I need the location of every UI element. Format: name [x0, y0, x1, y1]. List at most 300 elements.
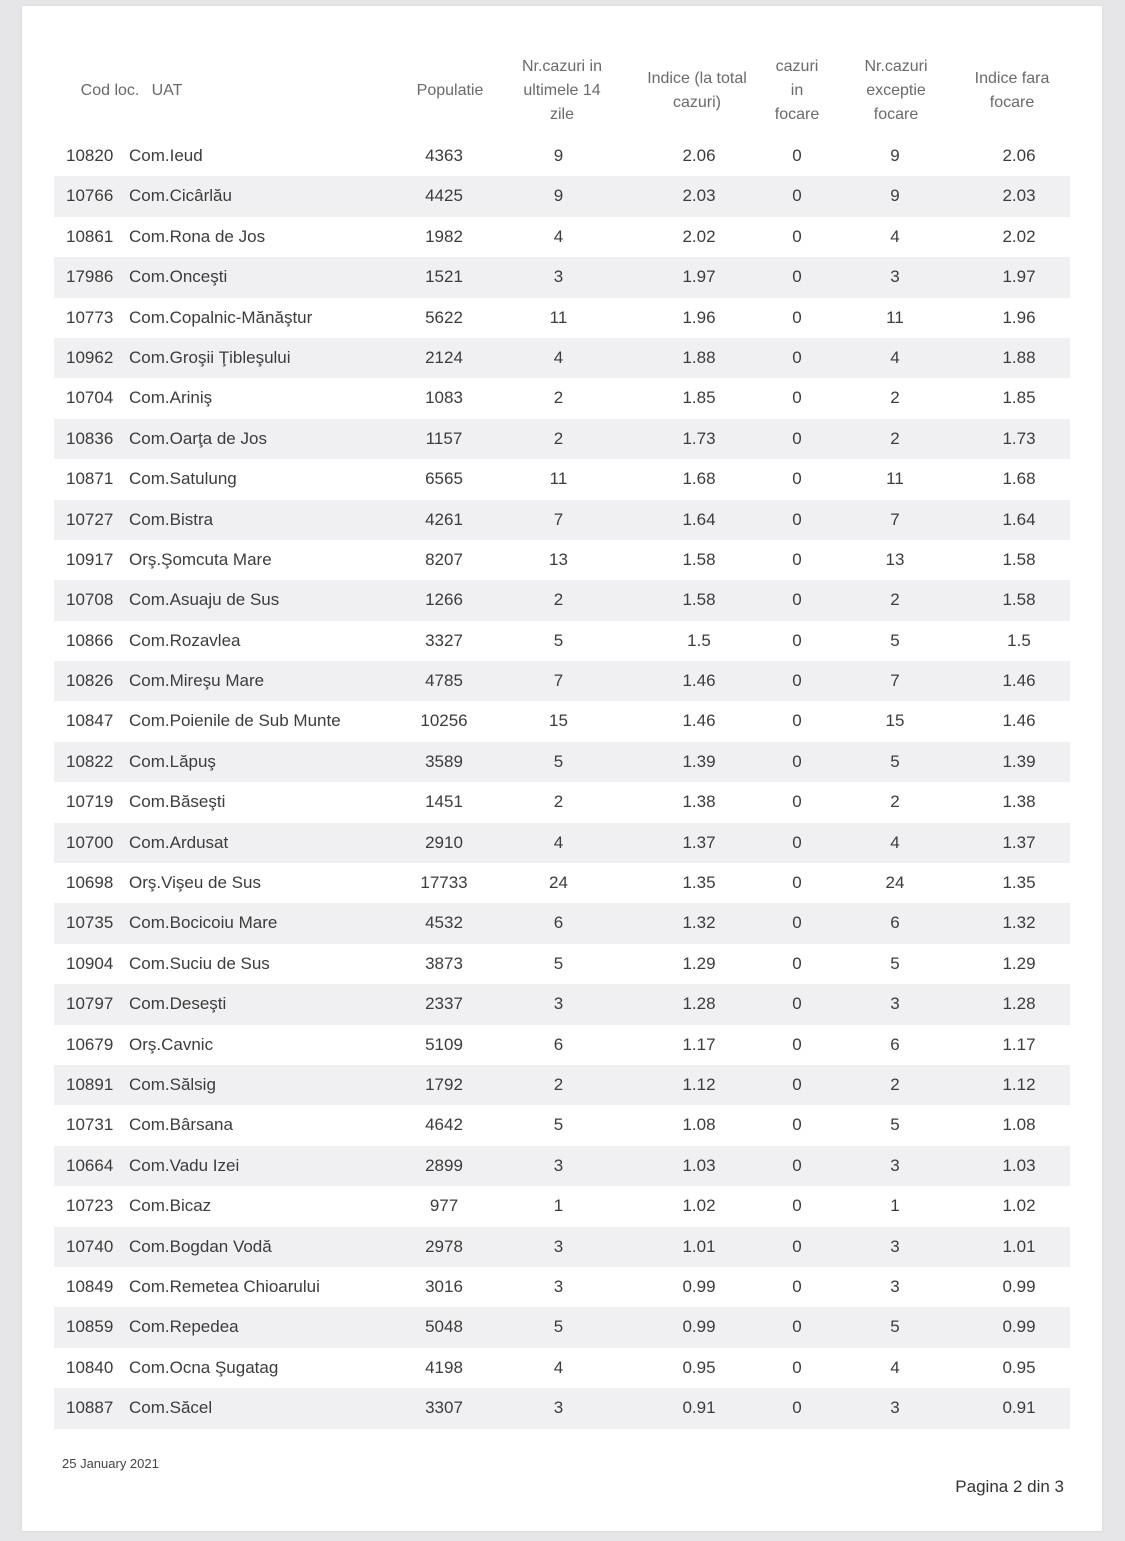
cell-cases-outbreak: 0: [792, 994, 802, 1014]
cell-uat: Com.Bârsana: [129, 1115, 233, 1135]
cell-code: 10719: [66, 792, 114, 812]
cell-population: 4785: [425, 671, 463, 691]
cell-index-total: 1.96: [682, 307, 716, 327]
cell-code: 10891: [66, 1074, 114, 1094]
cell-cases-14-days: 15: [549, 711, 568, 731]
cell-index-no-outbreak: 1.58: [1002, 549, 1036, 569]
report-date: 25 January 2021: [62, 1456, 159, 1471]
cell-index-no-outbreak: 1.08: [1002, 1115, 1036, 1135]
cell-cases-outbreak: 0: [792, 1357, 802, 1377]
cell-index-total: 1.35: [682, 873, 716, 893]
cell-index-total: 1.03: [682, 1155, 716, 1175]
cell-uat: Com.Ariniş: [129, 388, 213, 408]
header-index-total: [632, 46, 762, 136]
cell-index-total: 1.97: [682, 267, 716, 287]
cell-index-no-outbreak: 0.91: [1002, 1398, 1036, 1418]
cell-index-no-outbreak: 0.95: [1002, 1357, 1036, 1377]
cell-cases-14-days: 6: [553, 913, 564, 933]
cell-code: 10904: [66, 953, 114, 973]
cell-cases-outbreak: 0: [792, 1074, 802, 1094]
cell-cases-14-days: 4: [553, 347, 564, 367]
cell-cases-except: 4: [890, 347, 900, 367]
cell-code: 10861: [66, 226, 114, 246]
cell-index-no-outbreak: 1.73: [1002, 428, 1036, 448]
header-cases-outbreak-line1: cazuri: [775, 58, 819, 75]
cell-cases-outbreak: 0: [792, 267, 802, 287]
cell-code: 10700: [66, 832, 114, 852]
cell-index-no-outbreak: 2.02: [1002, 226, 1036, 246]
table-row: [54, 1186, 1070, 1226]
cell-cases-14-days: 2: [553, 1074, 564, 1094]
header-index-total-line1: Indice (la total: [647, 70, 747, 87]
cell-cases-except: 9: [890, 146, 900, 165]
cell-cases-except: 7: [890, 509, 900, 529]
page-number: Pagina 2 din 3: [955, 1477, 1064, 1496]
table-row: [54, 823, 1070, 863]
cell-cases-outbreak: 0: [792, 469, 802, 489]
cell-index-total: 1.01: [682, 1236, 716, 1256]
cell-cases-14-days: 4: [553, 226, 564, 246]
cell-population: 1521: [425, 267, 463, 287]
cell-code: 10859: [66, 1317, 114, 1337]
cell-uat: Com.Onceşti: [129, 267, 228, 287]
cell-cases-outbreak: 0: [792, 953, 802, 973]
cell-population: 17733: [420, 873, 468, 893]
cell-index-total: 1.32: [682, 913, 716, 933]
cell-cases-except: 11: [886, 469, 904, 489]
cell-code: 10740: [66, 1236, 114, 1256]
cell-uat: Com.Lăpuş: [129, 751, 216, 771]
cell-cases-outbreak: 0: [792, 590, 802, 610]
cell-cases-except: 3: [890, 994, 900, 1014]
cell-population: 8207: [425, 549, 463, 569]
cell-uat: Com.Asuaju de Sus: [129, 590, 280, 610]
cell-cases-14-days: 3: [553, 1398, 564, 1418]
cell-population: 5048: [425, 1317, 463, 1337]
cell-population: 1451: [425, 792, 463, 812]
cell-cases-outbreak: 0: [792, 428, 802, 448]
table-row: [54, 540, 1070, 580]
cell-cases-14-days: 1: [553, 1196, 564, 1216]
cell-cases-except: 4: [890, 1357, 900, 1377]
cell-index-total: 1.73: [682, 428, 716, 448]
cell-cases-except: 24: [885, 873, 905, 893]
cell-population: 1266: [425, 590, 463, 610]
cell-cases-except: 3: [890, 1155, 900, 1175]
cell-uat: Com.Sălsig: [129, 1074, 216, 1094]
cell-index-total: 0.95: [682, 1357, 716, 1377]
cell-population: 2910: [425, 832, 463, 852]
cell-code: 10708: [66, 590, 114, 610]
header-cases-except-line1: Nr.cazuri: [864, 58, 928, 75]
cell-uat: Com.Rona de Jos: [129, 226, 266, 246]
table-row: [54, 661, 1070, 701]
cell-cases-outbreak: 0: [792, 347, 802, 367]
table-row: [54, 782, 1070, 822]
cell-index-total: 1.46: [682, 671, 716, 691]
table-row: [54, 984, 1070, 1024]
cell-cases-14-days: 2: [553, 792, 564, 812]
cell-population: 6565: [425, 469, 463, 489]
cell-index-total: 1.29: [682, 953, 716, 973]
cell-index-no-outbreak: 1.85: [1002, 388, 1036, 408]
header-cases-14-days: [502, 46, 622, 136]
header-index-no-outbreak: [957, 46, 1067, 136]
cell-cases-except: 6: [890, 1034, 900, 1054]
cell-cases-14-days: 11: [549, 307, 568, 327]
cell-code: 10866: [66, 630, 114, 650]
table-row: [54, 136, 1070, 176]
data-table: [54, 136, 1070, 1429]
cell-index-no-outbreak: 1.02: [1002, 1196, 1036, 1216]
cell-population: 1083: [425, 388, 463, 408]
table-row: [54, 500, 1070, 540]
cell-cases-14-days: 4: [553, 1357, 564, 1377]
cell-cases-14-days: 3: [553, 994, 564, 1014]
header-index-total-line2: cazuri): [672, 94, 721, 111]
cell-uat: Com.Cicârlău: [129, 186, 232, 206]
header-cases-14-line1: Nr.cazuri in: [521, 58, 603, 75]
cell-population: 10256: [420, 711, 468, 731]
cell-cases-outbreak: 0: [792, 630, 802, 650]
cell-uat: Com.Băseşti: [129, 792, 226, 812]
cell-cases-14-days: 2: [553, 428, 564, 448]
cell-index-total: 1.85: [682, 388, 716, 408]
cell-index-total: 1.58: [682, 549, 716, 569]
cell-cases-except: 5: [890, 1317, 900, 1337]
table-row: [54, 338, 1070, 378]
cell-uat: Com.Bocicoiu Mare: [129, 913, 278, 933]
cell-cases-except: 2: [890, 590, 900, 610]
cell-uat: Com.Satulung: [129, 469, 237, 489]
cell-cases-outbreak: 0: [792, 1196, 802, 1216]
cell-code: 10735: [66, 913, 114, 933]
table-row: [54, 419, 1070, 459]
cell-index-total: 1.38: [682, 792, 716, 812]
cell-cases-14-days: 5: [553, 751, 564, 771]
cell-cases-outbreak: 0: [792, 1317, 802, 1337]
cell-index-total: 1.12: [682, 1074, 716, 1094]
cell-code: 10773: [66, 307, 114, 327]
cell-index-no-outbreak: 1.39: [1002, 751, 1036, 771]
cell-cases-outbreak: 0: [792, 549, 802, 569]
table-row: [54, 863, 1070, 903]
cell-cases-14-days: 11: [549, 469, 568, 489]
cell-cases-outbreak: 0: [792, 913, 802, 933]
cell-index-no-outbreak: 1.46: [1002, 711, 1036, 731]
header-cases-except-line3: focare: [873, 106, 919, 123]
cell-population: 3589: [425, 751, 463, 771]
table-header: [22, 46, 1102, 136]
cell-code: 17986: [66, 267, 114, 287]
cell-uat: Com.Oarţa de Jos: [129, 428, 267, 448]
cell-cases-except: 6: [890, 913, 900, 933]
cell-index-total: 1.17: [682, 1034, 716, 1054]
table-row: [54, 1388, 1070, 1428]
header-uat: [146, 46, 188, 136]
table-row: [54, 1307, 1070, 1347]
cell-uat: Com.Deseşti: [129, 994, 227, 1014]
cell-cases-except: 5: [890, 1115, 900, 1135]
cell-cases-except: 7: [890, 671, 900, 691]
cell-uat: Orş.Şomcuta Mare: [129, 549, 272, 569]
cell-cases-outbreak: 0: [792, 832, 802, 852]
cell-uat: Com.Rozavlea: [129, 630, 241, 650]
cell-uat: Com.Vadu Izei: [129, 1155, 240, 1175]
cell-index-total: 1.39: [682, 751, 716, 771]
cell-code: 10797: [66, 994, 114, 1014]
header-cases-14-line2: ultimele 14: [523, 82, 601, 99]
cell-index-no-outbreak: 1.12: [1002, 1074, 1036, 1094]
cell-population: 1792: [425, 1074, 463, 1094]
cell-index-no-outbreak: 1.96: [1002, 307, 1036, 327]
cell-cases-14-days: 2: [553, 388, 564, 408]
cell-code: 10731: [66, 1115, 114, 1135]
table-row: [54, 217, 1070, 257]
table-row: [54, 459, 1070, 499]
cell-index-no-outbreak: 1.5: [1007, 630, 1031, 650]
cell-cases-except: 13: [885, 549, 905, 569]
table-row: [54, 1267, 1070, 1307]
cell-uat: Com.Repedea: [129, 1317, 239, 1337]
header-cases-outbreak-line3: focare: [774, 106, 820, 123]
header-population-label: Populatie: [416, 82, 484, 99]
table-row: [54, 1065, 1070, 1105]
cell-index-no-outbreak: 1.17: [1002, 1034, 1036, 1054]
cell-index-no-outbreak: 2.06: [1002, 146, 1036, 165]
cell-cases-outbreak: 0: [792, 146, 802, 165]
cell-cases-except: 2: [890, 1074, 900, 1094]
cell-cases-outbreak: 0: [792, 307, 802, 327]
cell-index-no-outbreak: 0.99: [1002, 1276, 1036, 1296]
cell-cases-outbreak: 0: [792, 1236, 802, 1256]
cell-cases-14-days: 3: [553, 1276, 564, 1296]
header-population: [407, 46, 493, 136]
cell-cases-outbreak: 0: [792, 226, 802, 246]
header-cases-except-line2: exceptie: [866, 82, 926, 99]
cell-cases-14-days: 5: [553, 1317, 564, 1337]
cell-index-total: 1.5: [687, 630, 711, 650]
cell-code: 10836: [66, 428, 114, 448]
cell-cases-outbreak: 0: [792, 671, 802, 691]
cell-cases-except: 3: [890, 1236, 900, 1256]
cell-index-total: 1.64: [682, 509, 716, 529]
cell-population: 2124: [425, 347, 463, 367]
table-row: [54, 1348, 1070, 1388]
cell-code: 10727: [66, 509, 114, 529]
header-cases-outbreak-line2: in: [790, 82, 804, 99]
cell-index-total: 0.99: [682, 1276, 716, 1296]
cell-cases-except: 11: [886, 307, 904, 327]
cell-uat: Com.Copalnic-Mănăştur: [129, 307, 313, 327]
cell-population: 1982: [425, 226, 463, 246]
cell-population: 1157: [425, 428, 463, 448]
cell-population: 2337: [425, 994, 463, 1014]
cell-uat: Com.Bicaz: [129, 1196, 212, 1216]
cell-index-no-outbreak: 1.01: [1002, 1236, 1036, 1256]
cell-index-no-outbreak: 1.38: [1002, 792, 1036, 812]
table-row: [54, 378, 1070, 418]
cell-cases-except: 15: [885, 711, 905, 731]
cell-uat: Com.Suciu de Sus: [129, 953, 270, 973]
cell-index-no-outbreak: 1.58: [1002, 590, 1036, 610]
cell-index-no-outbreak: 1.32: [1002, 913, 1036, 933]
cell-cases-outbreak: 0: [792, 792, 802, 812]
cell-cases-14-days: 7: [553, 509, 564, 529]
cell-index-no-outbreak: 1.46: [1002, 671, 1036, 691]
cell-code: 10847: [66, 711, 114, 731]
cell-index-total: 1.68: [682, 469, 716, 489]
cell-code: 10826: [66, 671, 114, 691]
cell-index-total: 2.02: [682, 226, 716, 246]
cell-population: 5622: [425, 307, 463, 327]
cell-code: 10840: [66, 1357, 114, 1377]
cell-cases-except: 1: [890, 1196, 900, 1216]
cell-population: 977: [429, 1196, 459, 1216]
header-cases-14-line3: zile: [549, 106, 574, 123]
cell-cases-14-days: 4: [553, 832, 564, 852]
header-code-label: Cod loc.: [80, 82, 140, 99]
cell-cases-14-days: 3: [553, 267, 564, 287]
cell-uat: Com.Bistra: [129, 509, 214, 529]
cell-uat: Com.Ardusat: [129, 832, 229, 852]
cell-index-no-outbreak: 1.35: [1002, 873, 1036, 893]
cell-code: 10822: [66, 751, 114, 771]
cell-uat: Com.Mireşu Mare: [129, 671, 265, 691]
cell-uat: Orş.Cavnic: [129, 1034, 214, 1054]
cell-cases-except: 5: [890, 630, 900, 650]
cell-code: 10704: [66, 388, 114, 408]
cell-uat: Com.Bogdan Vodă: [129, 1236, 272, 1256]
cell-cases-outbreak: 0: [792, 751, 802, 771]
header-cases-outbreak: [762, 46, 832, 136]
cell-cases-14-days: 13: [549, 549, 568, 569]
cell-index-total: 2.06: [682, 146, 716, 165]
cell-code: 10723: [66, 1196, 114, 1216]
cell-cases-except: 3: [890, 267, 900, 287]
cell-population: 4261: [425, 509, 463, 529]
cell-index-no-outbreak: 1.88: [1002, 347, 1036, 367]
cell-population: 5109: [425, 1034, 463, 1054]
cell-uat: Com.Ocna Şugatag: [129, 1357, 279, 1377]
cell-cases-outbreak: 0: [792, 711, 802, 731]
cell-index-no-outbreak: 0.99: [1002, 1317, 1036, 1337]
cell-index-no-outbreak: 1.28: [1002, 994, 1036, 1014]
cell-cases-14-days: 24: [549, 873, 568, 893]
cell-population: 3327: [425, 630, 463, 650]
cell-code: 10679: [66, 1034, 114, 1054]
header-index-no-outbreak-line1: Indice fara: [974, 70, 1050, 87]
cell-cases-14-days: 5: [553, 630, 564, 650]
table-row: [54, 1025, 1070, 1065]
cell-cases-14-days: 5: [553, 1115, 564, 1135]
cell-uat: Com.Groşii Ţibleşului: [129, 347, 291, 367]
cell-uat: Com.Săcel: [129, 1398, 213, 1418]
header-uat-label: UAT: [151, 82, 183, 99]
cell-cases-except: 5: [890, 953, 900, 973]
header-code: [74, 46, 146, 136]
table-row: [54, 944, 1070, 984]
table-row: [54, 176, 1070, 216]
cell-cases-14-days: 2: [553, 590, 564, 610]
cell-index-total: 2.03: [682, 186, 716, 206]
table-row: [54, 742, 1070, 782]
cell-cases-outbreak: 0: [792, 388, 802, 408]
cell-cases-outbreak: 0: [792, 1115, 802, 1135]
cell-index-total: 1.58: [682, 590, 716, 610]
document-page: [22, 6, 1102, 1531]
cell-cases-14-days: 6: [553, 1034, 564, 1054]
cell-population: 3307: [425, 1398, 463, 1418]
cell-cases-14-days: 3: [553, 1236, 564, 1256]
cell-cases-except: 4: [890, 832, 900, 852]
cell-uat: Com.Ieud: [129, 146, 203, 165]
cell-population: 2978: [425, 1236, 463, 1256]
table-row: [54, 580, 1070, 620]
cell-code: 10664: [66, 1155, 114, 1175]
cell-population: 4198: [425, 1357, 463, 1377]
cell-population: 3016: [425, 1276, 463, 1296]
cell-population: 4363: [425, 146, 463, 165]
table-row: [54, 1105, 1070, 1145]
table-row: [54, 257, 1070, 297]
cell-cases-outbreak: 0: [792, 873, 802, 893]
cell-index-total: 0.91: [682, 1398, 716, 1418]
table-row: [54, 1146, 1070, 1186]
header-index-no-outbreak-line2: focare: [989, 94, 1035, 111]
cell-cases-except: 2: [890, 428, 900, 448]
cell-code: 10820: [66, 146, 114, 165]
cell-cases-outbreak: 0: [792, 509, 802, 529]
cell-index-total: 1.46: [682, 711, 716, 731]
cell-cases-except: 2: [890, 792, 900, 812]
cell-index-total: 1.28: [682, 994, 716, 1014]
cell-index-no-outbreak: 1.64: [1002, 509, 1036, 529]
cell-index-total: 1.08: [682, 1115, 716, 1135]
cell-uat: Com.Poienile de Sub Munte: [129, 711, 341, 731]
cell-cases-except: 3: [890, 1276, 900, 1296]
cell-cases-outbreak: 0: [792, 1398, 802, 1418]
cell-index-total: 1.88: [682, 347, 716, 367]
table-row: [54, 621, 1070, 661]
table-row: [54, 298, 1070, 338]
cell-uat: Orş.Vişeu de Sus: [129, 873, 261, 893]
cell-cases-14-days: 9: [553, 186, 564, 206]
cell-index-no-outbreak: 2.03: [1002, 186, 1036, 206]
cell-uat: Com.Remetea Chioarului: [129, 1276, 320, 1296]
table-row: [54, 701, 1070, 741]
cell-index-no-outbreak: 1.29: [1002, 953, 1036, 973]
cell-population: 4642: [425, 1115, 463, 1135]
cell-index-no-outbreak: 1.37: [1002, 832, 1036, 852]
cell-index-total: 1.37: [682, 832, 716, 852]
cell-code: 10849: [66, 1276, 114, 1296]
cell-cases-except: 4: [890, 226, 900, 246]
cell-code: 10698: [66, 873, 114, 893]
cell-cases-outbreak: 0: [792, 1034, 802, 1054]
header-cases-except: [846, 46, 946, 136]
cell-code: 10917: [66, 549, 114, 569]
cell-cases-outbreak: 0: [792, 1276, 802, 1296]
cell-cases-14-days: 5: [553, 953, 564, 973]
cell-cases-14-days: 7: [553, 671, 564, 691]
cell-population: 4532: [425, 913, 463, 933]
cell-index-total: 0.99: [682, 1317, 716, 1337]
cell-code: 10766: [66, 186, 114, 206]
table-row: [54, 903, 1070, 943]
cell-cases-outbreak: 0: [792, 1155, 802, 1175]
cell-cases-14-days: 3: [553, 1155, 564, 1175]
